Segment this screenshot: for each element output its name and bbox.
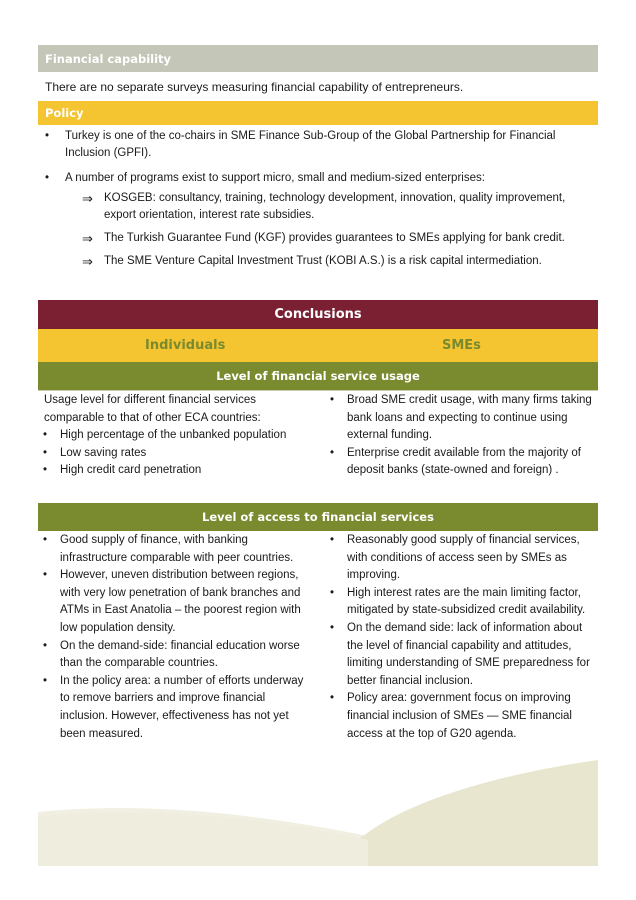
financial-capability-text: There are no separate surveys measuring financial capability of entrepreneurs. bbox=[45, 80, 464, 94]
list-item: • Turkey is one of the co-chairs in SME Finance Sub-Group of the Global Partnership for Financial Inclusion (GPFI). bbox=[45, 130, 556, 159]
policy-bullet-list bbox=[42, 128, 587, 195]
individuals-column-header: Individuals bbox=[145, 338, 226, 353]
list-item: ⇒ The Turkish Guarantee Fund (KGF) provides guarantees to SMEs applying for bank credit. bbox=[82, 231, 565, 246]
background-swoosh bbox=[38, 760, 598, 866]
list-item: • High credit card penetration bbox=[43, 464, 202, 477]
list-item: • On the demand side: lack of information about the level of financial capability and attitudes, limiting understanding of SME preparedness for better financial inclusion. bbox=[330, 621, 590, 687]
usage-level-heading: Level of financial service usage bbox=[38, 362, 598, 390]
smes-column-header: SMEs bbox=[442, 338, 481, 353]
list-item: ⇒ The SME Venture Capital Investment Trust (KOBI A.S.) is a risk capital intermediation. bbox=[82, 254, 542, 269]
access-level-heading: Level of access to financial services bbox=[38, 503, 598, 531]
conclusions-column-headers bbox=[38, 329, 598, 362]
conclusions-title: Conclusions bbox=[38, 300, 598, 329]
divider bbox=[38, 390, 598, 391]
list-item: • Reasonably good supply of financial services, with conditions of access seen by SMEs as improving. bbox=[330, 534, 580, 582]
usage-individuals-intro: Usage level for different financial services comparable to that of other ECA countries: bbox=[44, 394, 261, 424]
arrow-icon: ⇒ bbox=[82, 191, 93, 206]
list-item: • Enterprise credit available from the majority of deposit banks (state-owned and foreign) . bbox=[330, 446, 581, 477]
financial-capability-heading: Financial capability bbox=[38, 45, 598, 72]
list-item: • Good supply of finance, with banking infrastructure comparable with peer countries. bbox=[43, 534, 294, 564]
list-item: • Low saving rates bbox=[43, 446, 147, 459]
arrow-icon: ⇒ bbox=[82, 254, 93, 269]
list-item: • High interest rates are the main limiting factor, mitigated by state-subsidized credit availability. bbox=[330, 586, 586, 617]
access-smes-column bbox=[327, 532, 594, 743]
usage-individuals-column bbox=[44, 392, 314, 480]
list-item: • Broad SME credit usage, with many firms taking bank loans and expecting to continue using external funding. bbox=[330, 394, 592, 442]
usage-smes-column bbox=[327, 392, 594, 480]
policy-program-list bbox=[82, 190, 582, 276]
list-item: • On the demand-side: financial education worse than the comparable countries. bbox=[43, 639, 300, 670]
list-item: • In the policy area: a number of efforts underway to remove barriers and improve financial inclusion. However, effectiveness has not yet been measured. bbox=[43, 674, 304, 740]
list-item: • High percentage of the unbanked population bbox=[43, 429, 287, 442]
list-item: • However, uneven distribution between regions, with very low penetration of bank branches and ATMs in East Anatolia – the poorest region with low population density. bbox=[43, 569, 301, 634]
arrow-icon: ⇒ bbox=[82, 231, 93, 246]
policy-heading: Policy bbox=[38, 101, 598, 125]
access-individuals-column bbox=[44, 532, 314, 743]
list-item: ⇒ KOSGEB: consultancy, training, technology development, innovation, quality improvement, export orientation, interest rate subsidies. bbox=[82, 191, 566, 221]
list-item: • A number of programs exist to support micro, small and medium-sized enterprises: bbox=[45, 172, 485, 184]
list-item: • Policy area: government focus on improving financial inclusion of SMEs — SME financial access at the top of G20 agenda. bbox=[330, 692, 572, 740]
